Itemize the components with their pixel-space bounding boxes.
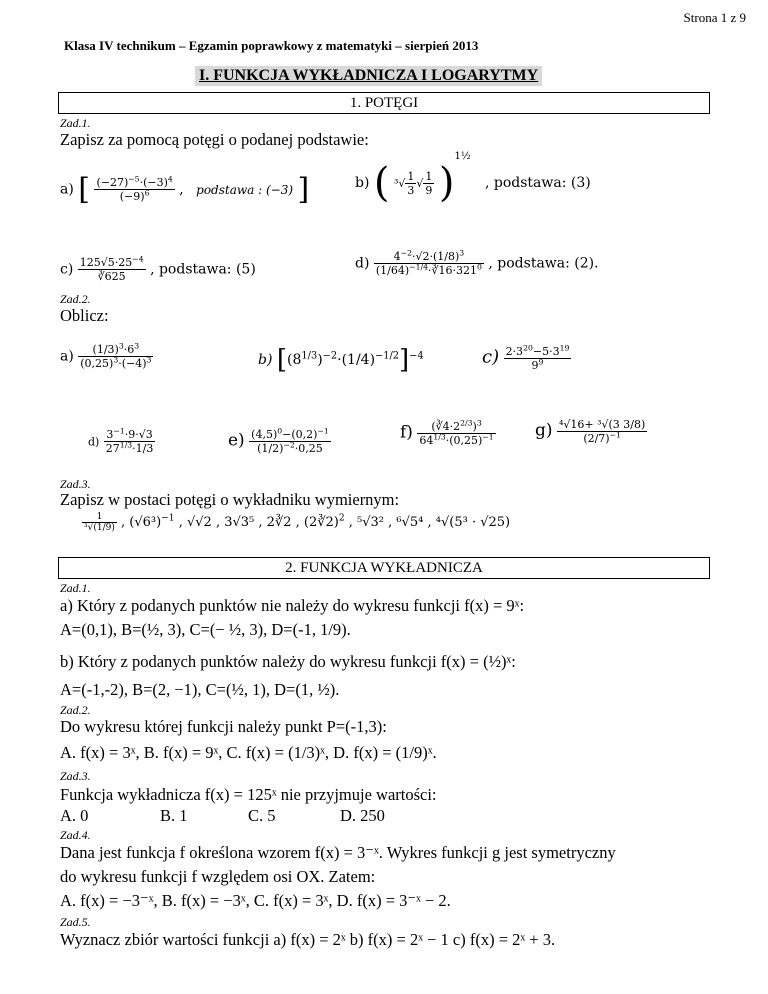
- expr-1c: c) $\frac{125√5\cdot 25^{-4}}{∛625}$ , podstawa: (5): [60, 254, 256, 283]
- page-number: Strona 1 z 9: [683, 10, 746, 25]
- exam-title: Klasa IV technikum – Egzamin poprawkowy z matematyki – sierpień 2013: [64, 38, 479, 53]
- task-text: do wykresu funkcji f względem osi OX. Zatem:: [60, 867, 376, 886]
- expr-1d: d) $\frac{4^{-2}\cdot√2\cdot(1/8)^3}{(1/64)^{-1/4}\cdot∛16\cdot 321^0}$ , podstawa: (2).: [355, 248, 599, 277]
- task-text: A=(-1,-2), B=(2, −1), C=(½, 1), D=(1, ½).: [60, 680, 340, 699]
- task-answers: A. f(x) = 3ˣ, B. f(x) = 9ˣ, C. f(x) = (1/3)ˣ, D. f(x) = (1/9)ˣ.: [60, 743, 437, 762]
- answer-c: C. 5: [248, 806, 276, 825]
- expr-1a: a) [ $\frac{(-27)^{-5}\cdot(-3)^4}{(-9)^6}$ , podstawa : (−3) ]: [60, 172, 310, 207]
- expr-2a: a) $\frac{(1/3)^3\cdot 6^3}{(0,25)^3\cdot(-4)^3}$: [60, 341, 152, 370]
- expr-1b: b) ( ³√ $\frac{1}{3}$ √ $\frac{1}{9}$ )$^{1\frac{1}{2}}$ , podstawa: (3): [355, 151, 591, 206]
- task-label: Zad.5.: [60, 915, 91, 929]
- task-label: Zad.3.: [60, 477, 91, 491]
- expr-3: $\frac{1}{\text{³√(1/9)}}$ , $(√6^3)^{-1}$ , √√2 , 3√3⁵ , 2∛2 , (2∛2)$^2$ , ⁵√3² , ⁶√5⁴ , ⁴√(5³ · √25): [84, 512, 511, 533]
- task-prompt: Funkcja wykładnicza f(x) = 125ˣ nie przyjmuje wartości:: [60, 785, 437, 804]
- chapter-title: I. FUNKCJA WYKŁADNICZA I LOGARYTMY: [195, 66, 542, 86]
- expr-2b: b) $[(8^{1/3})^{-2}\cdot(1/4)^{-1/2}]^{-4}$: [258, 345, 424, 375]
- task-text: a) Który z podanych punktów nie należy do wykresu funkcji f(x) = 9ˣ:: [60, 596, 525, 615]
- answer-b: B. 1: [160, 806, 188, 825]
- task-prompt: Zapisz w postaci potęgi o wykładniku wymiernym:: [60, 490, 400, 509]
- task-prompt: Do wykresu której funkcji należy punkt P=(-1,3):: [60, 717, 387, 736]
- task-label: Zad.2.: [60, 703, 91, 717]
- task-label: Zad.3.: [60, 769, 91, 783]
- task-label: Zad.4.: [60, 828, 91, 842]
- answer-a: A. 0: [60, 806, 89, 825]
- task-label: Zad.1.: [60, 581, 91, 595]
- section-title-powers: 1. POTĘGI: [58, 92, 710, 114]
- task-label: Zad.1.: [60, 116, 91, 130]
- task-text: A=(0,1), B=(½, 3), C=(− ½, 3), D=(-1, 1/9).: [60, 620, 351, 639]
- task-answers: A. f(x) = −3⁻ˣ, B. f(x) = −3ˣ, C. f(x) = 3ˣ, D. f(x) = 3⁻ˣ − 2.: [60, 891, 451, 910]
- task-prompt: Oblicz:: [60, 306, 109, 325]
- expr-2e: e) $\frac{(4,5)^0-(0,2)^{-1}}{(1/2)^{-2}\cdot 0,25}$: [228, 426, 329, 455]
- expr-2c: c) $\frac{2\cdot 3^{20}-5\cdot 3^{19}}{9^9}$: [482, 343, 570, 372]
- expr-2d: d) $\frac{3^{-1}\cdot 9\cdot√3}{27^{1/3}\cdot 1/3}$: [88, 426, 154, 455]
- answer-d: D. 250: [340, 806, 385, 825]
- task-prompt: Zapisz za pomocą potęgi o podanej podstawie:: [60, 130, 369, 149]
- task-text: Wyznacz zbiór wartości funkcji a) f(x) = 2ˣ b) f(x) = 2ˣ − 1 c) f(x) = 2ˣ + 3.: [60, 930, 556, 949]
- expr-2g: g) $\frac{\text{⁴√16+ ³√(3 3/8)}}{(2/7)^{-1}}$: [535, 418, 646, 445]
- task-text: Dana jest funkcja f określona wzorem f(x) = 3⁻ˣ. Wykres funkcji g jest symetryczny: [60, 843, 616, 862]
- task-text: b) Który z podanych punktów należy do wykresu funkcji f(x) = (½)ˣ:: [60, 652, 516, 671]
- expr-2f: f) $\frac{(∛4\cdot 2^{2/3})^3}{64^{1/3}\cdot(0,25)^{-1}}$: [400, 418, 494, 447]
- section-title-exponential: 2. FUNKCJA WYKŁADNICZA: [58, 557, 710, 579]
- task-label: Zad.2.: [60, 292, 91, 306]
